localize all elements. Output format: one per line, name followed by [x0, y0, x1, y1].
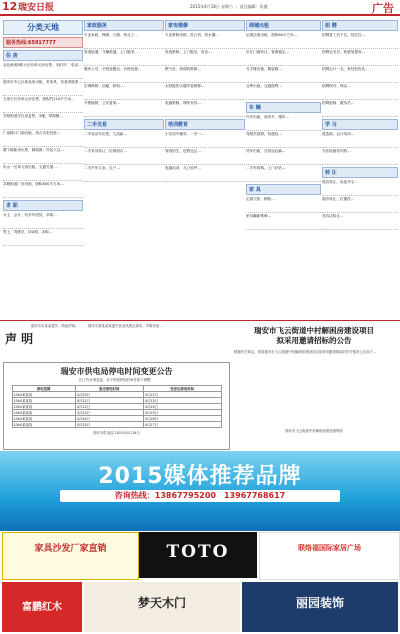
table-cell: 4月26日	[143, 416, 221, 422]
table-body	[12, 392, 221, 428]
list-item: 二手车收购，上门评估…	[246, 166, 321, 182]
table-cell: 4月24日	[143, 404, 221, 410]
list-item: 驾校招生，包教包会…	[165, 149, 245, 165]
outage-table	[12, 385, 222, 428]
list-item: 招聘会计一名，有经验优先…	[322, 67, 398, 83]
group-header: 住 房	[3, 50, 83, 61]
outage-intro: 因工作计划变更，以下时段停电时间作如下调整：	[79, 378, 154, 382]
list-item: 沿街店面出租，面积60平方米…	[246, 33, 321, 49]
classified-column-1	[3, 18, 83, 247]
statement-notice	[3, 322, 83, 362]
table-cell: 10kV某某线	[12, 416, 75, 422]
list-item: 电视维修，上门服务，电话…	[165, 50, 245, 66]
decoration-ad	[242, 582, 398, 632]
list-item: 货车出租，长短途运输…	[246, 149, 321, 165]
sofa-ad-title: 家具沙发厂家直销	[34, 544, 107, 554]
table-cell: 10kV某某线	[12, 392, 75, 398]
classified-column-5	[322, 18, 398, 231]
list-item: 写字楼出租，精装修…	[246, 67, 321, 83]
dateline: 2015年4月18日 星期六 ｜ 责任编辑：张薇	[190, 4, 268, 9]
wood-door-ad	[84, 582, 240, 632]
table-header: 停电范围	[12, 386, 75, 392]
table-cell: 4月22日	[75, 404, 143, 410]
list-item: 建造师、会计培训…	[322, 132, 398, 148]
bid-body: 根据有关规定，现将瑞安市飞云街道中村解困房建设项目拟采用邀请招标的有关情况公告如下…	[234, 350, 377, 354]
bid-footer: 瑞安市飞云街道中村解困房建设指挥部	[285, 429, 343, 433]
table-header-row	[12, 386, 221, 392]
toto-ad	[139, 532, 257, 578]
list-item: 书法绘画培训班…	[322, 149, 398, 165]
table-cell: 10kV某某线	[12, 398, 75, 404]
list-item: 女士，会计，有多年经验，求职…	[3, 213, 83, 229]
table-cell: 4月22日	[143, 392, 221, 398]
group-header: 车 辆	[246, 102, 321, 113]
toto-logo: TOTO	[166, 542, 230, 562]
bid-notice	[230, 322, 398, 448]
group-header: 求 职	[3, 200, 83, 211]
list-item: 九里小区有单元房出售，面积约110平方米…	[3, 97, 83, 113]
furniture-ad-title: 富鹏红木	[22, 602, 62, 613]
ad-row-1	[0, 532, 400, 580]
list-item: 东山一区单元房出租，交通方便…	[3, 165, 83, 181]
hotline: 服务热线:65917777	[3, 37, 83, 48]
list-item: 招聘普工若干名，包吃住…	[322, 33, 398, 49]
column-groups	[322, 20, 398, 230]
list-item: 开锁换锁，公安备案…	[84, 101, 164, 117]
outage-footer: 瑞安市供电局 2015年4月18日	[93, 431, 140, 435]
list-item: 美容店转让…	[322, 214, 398, 230]
group-header: 二手交易	[84, 119, 164, 130]
group-header: 招 聘	[322, 20, 398, 31]
classified-column-2	[84, 18, 164, 183]
list-item: 太阳能热水器安装维修…	[165, 84, 245, 100]
column-groups	[3, 50, 83, 246]
table-cell: 4月25日	[143, 410, 221, 416]
lighting-ad-title: 联络福国际家居广场	[298, 544, 361, 552]
group-header: 学 习	[322, 119, 398, 130]
furniture-ad	[2, 582, 82, 632]
list-item: 莘塍街道厂房出租，面积800平方米…	[3, 182, 83, 198]
table-header: 变更后停电时间	[143, 386, 221, 392]
bid-title-2: 拟采用邀请招标的公告	[276, 336, 352, 345]
list-item: 仓库出租，交通便利…	[246, 84, 321, 100]
outage-title: 瑞安市供电局停电时间变更公告	[60, 367, 173, 376]
table-cell: 4月25日	[75, 422, 143, 428]
group-header: 培训教育	[165, 119, 245, 130]
table-cell: 4月23日	[143, 398, 221, 404]
list-item: 招聘保安、保洁…	[322, 84, 398, 100]
list-item: 专业家政，保姆、月嫂、钟点工…	[84, 33, 164, 49]
group-header: 家电维修	[165, 20, 245, 31]
list-item: 二手电动车出售，九成新…	[84, 132, 164, 148]
list-item: 驾驶员招聘，待遇优…	[246, 132, 321, 148]
list-item: 市区门面转让，客源稳定…	[246, 50, 321, 66]
wood-door-ad-title: 梦天木门	[137, 596, 186, 610]
list-item: 汽车出租，商务车、婚车…	[246, 115, 321, 131]
table-cell: 10kV某某线	[12, 422, 75, 428]
media-brand-banner	[0, 451, 400, 531]
group-header: 商铺出租	[246, 20, 321, 31]
list-item: 塘下镇新房出售，精装修，拎包入住…	[3, 148, 83, 164]
table-cell: 4月27日	[143, 422, 221, 428]
table-cell: 4月21日	[75, 398, 143, 404]
list-item: 电脑培训，办公软件…	[165, 166, 245, 182]
divider	[0, 320, 400, 321]
list-item: 饭店转让，设备齐全…	[322, 180, 398, 196]
list-item: 家具翻新维修…	[246, 214, 321, 230]
table-cell: 10kV某某线	[12, 404, 75, 410]
ad-row-2	[0, 582, 400, 634]
column-groups	[84, 20, 164, 182]
lighting-ad	[259, 532, 400, 580]
table-cell: 4月20日	[75, 392, 143, 398]
table-cell: 4月24日	[75, 416, 143, 422]
list-item: 超市转让，位置佳…	[322, 197, 398, 213]
table-cell: 10kV某某线	[12, 410, 75, 416]
list-item: 瑞安市中心区商品房出租，带家具，有意者联系…	[3, 80, 83, 96]
paper-name: 瑞安日报	[18, 3, 55, 13]
list-item: 安阳街道学区房急售，3楼，带阁楼…	[3, 114, 83, 130]
group-header: 家政服务	[84, 20, 164, 31]
list-item: 二手汽车买卖、过户…	[84, 166, 164, 182]
list-item: 招聘业务员，底薪加提成…	[322, 50, 398, 66]
group-header: 家 具	[246, 184, 321, 195]
list-item: 燃气灶、油烟机维修…	[165, 67, 245, 83]
section-name: 广告	[372, 2, 394, 15]
list-item: 空调维修、加氟、移机…	[84, 84, 164, 100]
banner-title: 2015媒体推荐品牌	[98, 464, 302, 489]
column-groups	[246, 20, 321, 230]
list-item: 专业维修冰箱、洗衣机、热水器…	[165, 33, 245, 49]
statement-body: 瑞安市东某某遗失…特此声明。	[31, 324, 79, 328]
list-item: 二手家具转让，价格面议…	[84, 149, 164, 165]
table-cell: 4月23日	[75, 410, 143, 416]
list-item: 招聘厨师、服务员…	[322, 101, 398, 117]
column-groups	[165, 20, 245, 182]
table-header: 原定停电时间	[75, 386, 143, 392]
bid-title-1: 瑞安市飞云街道中村解困房建设项目	[254, 326, 374, 335]
list-item: 管道疏通，马桶疏通，上门服务…	[84, 50, 164, 66]
classified-column-3	[165, 18, 245, 183]
group-header: 转 让	[322, 167, 398, 178]
list-item: 电脑维修，网络布线…	[165, 101, 245, 117]
middle-notice-body: 瑞安市某某某某遗失营业执照正副本，声明作废…	[88, 324, 163, 328]
column-title: 分类天地	[3, 20, 83, 35]
masthead	[0, 0, 400, 16]
classified-column-4	[246, 18, 321, 231]
decoration-ad-title: 丽园装饰	[295, 596, 344, 610]
statement-title: 声 明	[5, 332, 34, 346]
list-item: 广场路口门面出租，适合各类经营…	[3, 131, 83, 147]
power-outage-notice	[3, 362, 230, 450]
list-item: 男士，驾驶员，持A照，求职…	[3, 230, 83, 246]
list-item: 小学初中辅导，一对一…	[165, 132, 245, 148]
sofa-ad	[2, 532, 139, 580]
table-row	[12, 422, 221, 428]
list-item: 定做衣柜、橱柜…	[246, 197, 321, 213]
page-number: 12	[2, 0, 18, 13]
list-item: 搬家公司，长短途搬运，价格优惠…	[84, 67, 164, 83]
banner-phone: 咨询热线：13867795200 13967768617	[60, 490, 340, 502]
list-item: 金色新苑8栋小区有单元房出售，3室2厅，电话…	[3, 63, 83, 79]
